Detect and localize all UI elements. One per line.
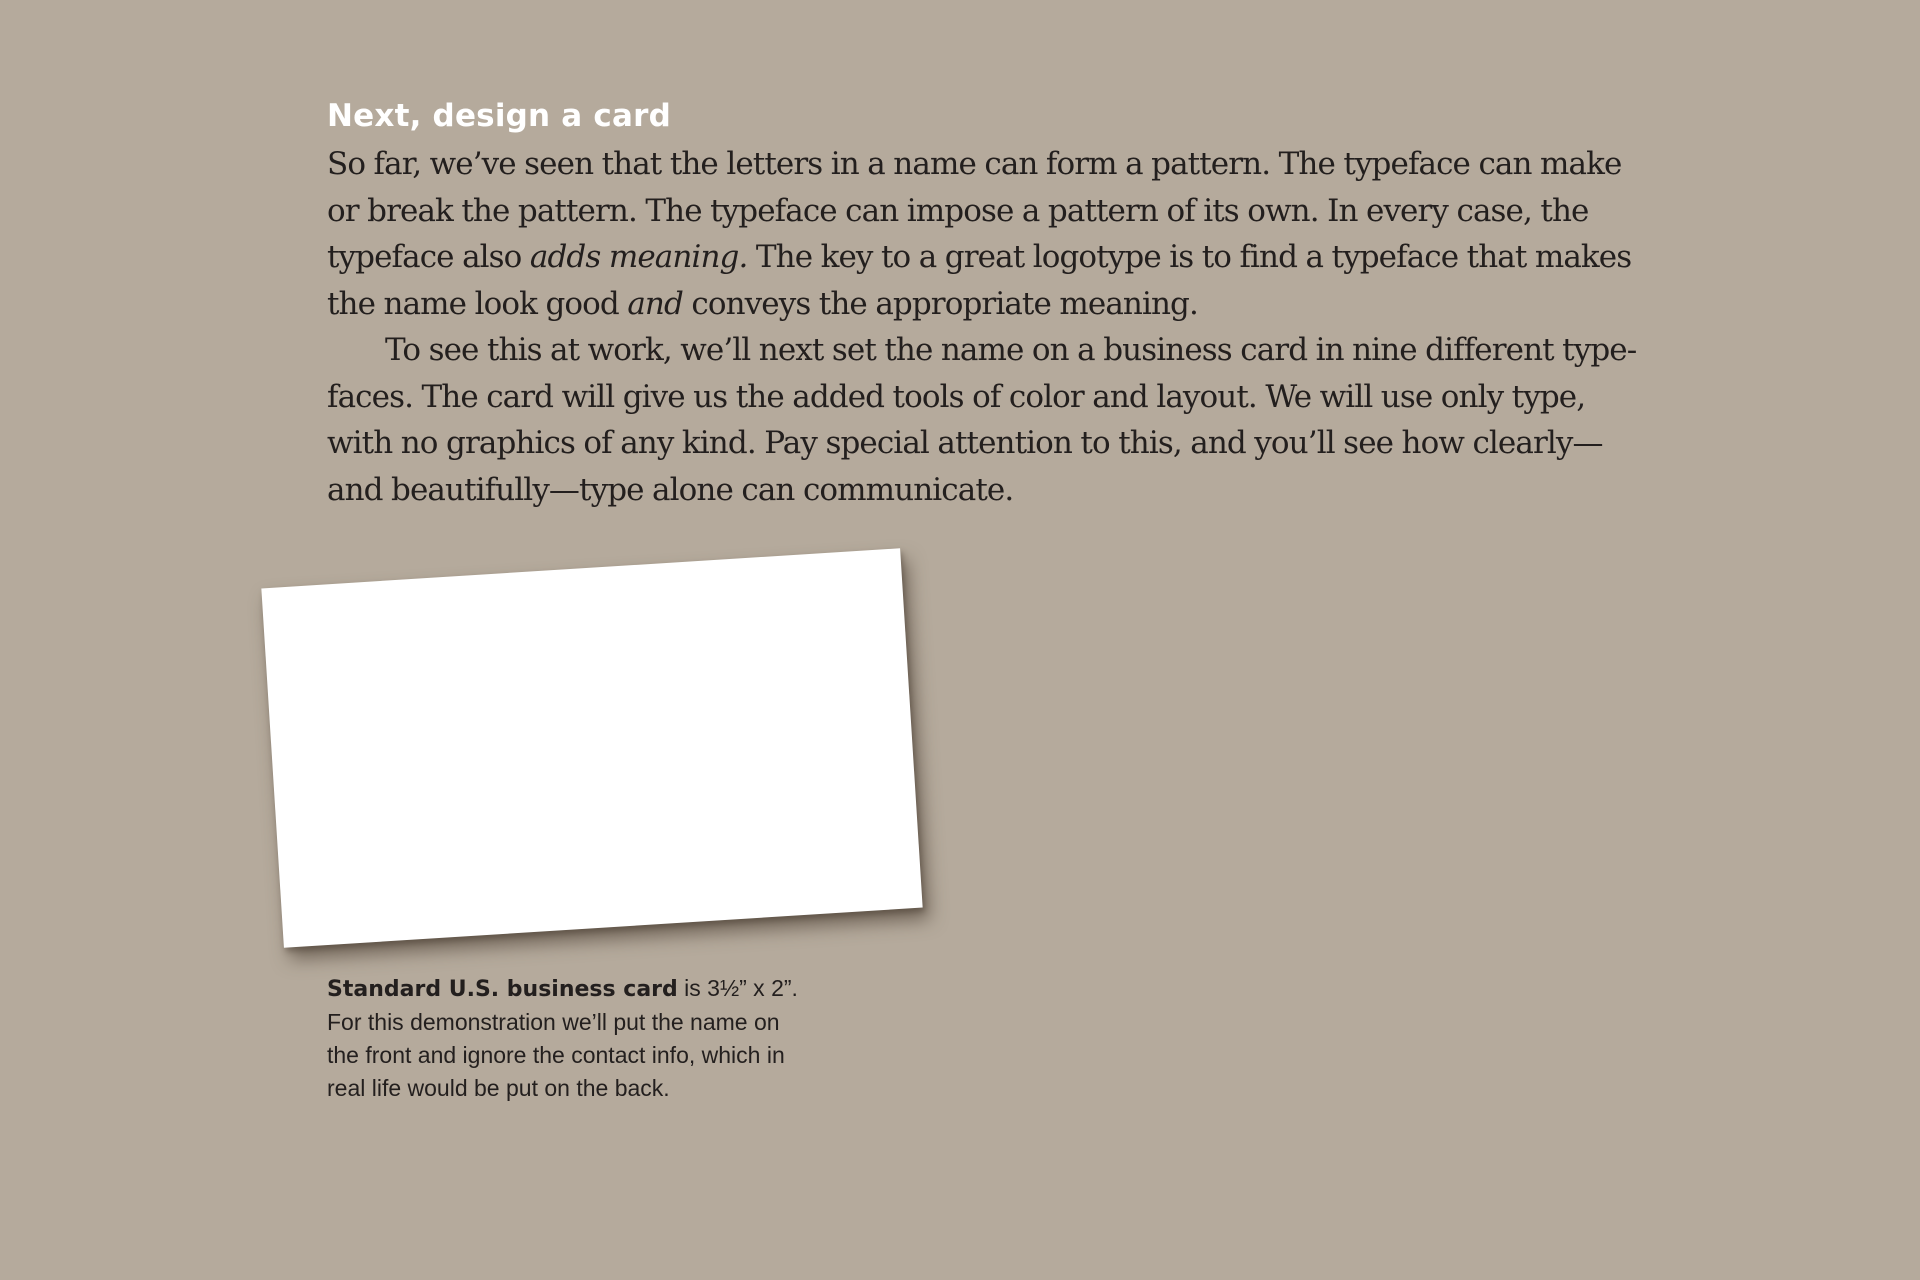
paragraph-1-line-1: So far, we’ve seen that the letters in a name can form a pattern. The typeface can make (327, 146, 1622, 182)
paragraph-2-line-2: faces. The card will give us the added tools of color and layout. We will use only type, (327, 378, 1586, 415)
paragraph-2-line-1: To see this at work, we’ll next set the name on a business card in nine different type- (385, 332, 1637, 368)
paragraph-2-line-3: with no graphics of any kind. Pay special attention to this, and you’ll see how clearly— (327, 425, 1603, 461)
paragraph-1-line-3 (327, 234, 1727, 281)
line-3-text-start: typeface also (327, 239, 530, 275)
emphasis-adds-meaning: adds meaning. (529, 239, 748, 275)
caption-line-3: the front and ignore the contact info, which in (327, 1042, 785, 1068)
line-4-text-start: the name look good (327, 285, 628, 322)
card-caption (327, 972, 887, 1105)
caption-line-2: For this demonstration we’ll put the name on (327, 1009, 780, 1035)
section-heading: Next, design a card (327, 98, 671, 134)
business-card-blank (261, 548, 922, 947)
caption-dimensions: is 3½” x 2”. (677, 975, 798, 1001)
paragraph-1-line-4 (327, 281, 1727, 328)
caption-line-1 (327, 972, 887, 1006)
paragraph-2-line-4: and beautifully—type alone can communicate. (327, 471, 1014, 508)
line-3-text-end: The key to a great logotype is to find a typeface that makes (747, 239, 1632, 275)
emphasis-and: and (627, 285, 683, 322)
paragraph-1-line-2: or break the pattern. The typeface can impose a pattern of its own. In every case, the (327, 192, 1589, 229)
line-4-text-end: conveys the appropriate meaning. (682, 285, 1198, 322)
body-text (327, 141, 1727, 513)
caption-line-4: real life would be put on the back. (327, 1075, 670, 1101)
caption-lead: Standard U.S. business card (327, 977, 678, 1002)
